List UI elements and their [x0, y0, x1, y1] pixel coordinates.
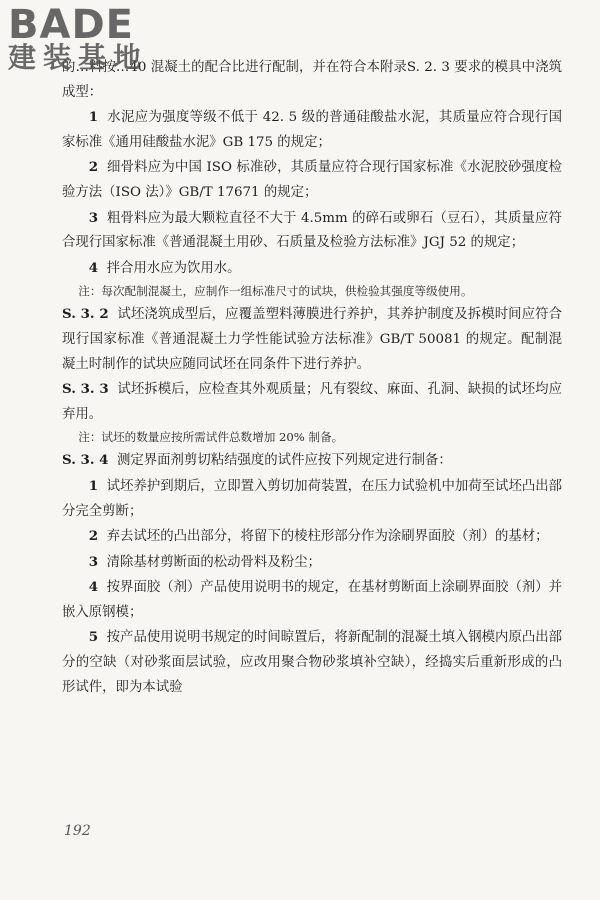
list-item-2: [62, 524, 562, 550]
list-item-1: [62, 474, 562, 524]
list-item-1: [62, 105, 562, 155]
list-item-text: 试坯养护到期后，立即置入剪切加荷装置，在压力试验机中加荷至试坯凸出部分完全剪断；: [62, 478, 563, 519]
list-item-4: [62, 575, 562, 625]
list-item-number: 1: [88, 477, 99, 494]
note: [62, 427, 562, 448]
clause-text: 测定界面剂剪切粘结强度的试件应按下列规定进行制备：: [117, 453, 452, 469]
list-item-3: [62, 206, 562, 256]
list-item-number: 4: [88, 259, 99, 276]
list-item-number: 1: [88, 109, 99, 126]
clause-text: 试坯拆模后，应检查其外观质量；凡有裂纹、麻面、孔洞、缺损的试坯均应弃用。: [62, 382, 562, 422]
list-item-text: 按产品使用说明书规定的时间晾置后，将新配制的混凝土填入钢模内原凸出部分的空缺（对砂浆面层试验，应改用聚合物砂浆填补空缺），经捣实后重新形成的凸形试件，即为本试验: [62, 630, 563, 695]
clause-s-3-3: [62, 377, 562, 427]
clause-number: S. 3. 2: [62, 306, 109, 323]
logo-chinese-text: 建装基地: [8, 41, 149, 74]
list-item-text: 按界面胶（剂）产品使用说明书的规定，在基材剪断面上涂刷界面胶（剂）并嵌入原钢模；: [62, 580, 563, 620]
note-text: 注：试坯的数量应按所需试件总数增加 20% 制备。: [78, 430, 344, 445]
list-item-text: 弃去试坯的凸出部分，将留下的棱柱形部分作为涂刷界面胶（剂）的基材；: [106, 529, 549, 545]
clause-s-3-4: [62, 448, 562, 474]
paragraph-text: 的…料按…40 混凝土的配合比进行配制，并在符合本附录S. 2. 3 要求的模具中浇筑成型：: [62, 60, 562, 100]
list-item-3: [62, 550, 562, 576]
list-item-number: 2: [88, 528, 99, 545]
note: [62, 281, 562, 302]
logo-latin-text: BADE: [8, 2, 134, 48]
watermark-logo: [8, 4, 168, 72]
list-item-number: 3: [88, 209, 99, 226]
list-item-text: 细骨料应为中国 ISO 标准砂，其质量应符合现行国家标准《水泥胶砂强度检验方法（ISO 法）》GB/T 17671 的规定；: [62, 160, 563, 200]
list-item-text: 水泥应为强度等级不低于 42. 5 级的普通硅酸盐水泥，其质量应符合现行国家标准《通用硅酸盐水泥》GB 175 的规定；: [62, 110, 562, 150]
list-item-number: 4: [88, 579, 99, 596]
list-item-number: 2: [88, 159, 99, 176]
clause-number: S. 3. 4: [62, 452, 109, 469]
note-text: 注：每次配制混凝土，应制作一组标准尺寸的试块，供检验其强度等级使用。: [78, 284, 473, 299]
clause-number: S. 3. 3: [62, 381, 109, 398]
list-item-number: 3: [88, 553, 99, 570]
list-item-number: 5: [88, 629, 99, 646]
list-item-text: 粗骨料应为最大颗粒直径不大于 4.5mm 的碎石或卵石（豆石），其质量应符合现行国家标准《普通混凝土用砂、石质量及检验方法标准》JGJ 52 的规定；: [62, 210, 562, 251]
list-item-5: [62, 625, 562, 700]
list-item-2: [62, 155, 562, 205]
clause-text: 试坯浇筑成型后，应覆盖塑料薄膜进行养护，其养护制度及拆模时间应符合现行国家标准《普通混凝土力学性能试验方法标准》GB/T 50081 的规定。配制混凝土时制作的试块应随同试坯在同条件下进行养护。: [62, 307, 562, 372]
page-body: [62, 56, 562, 700]
page-number: 192: [64, 823, 91, 839]
list-item-text: 清除基材剪断面的松动骨料及粉尘；: [106, 554, 321, 570]
list-item-text: 拌合用水应为饮用水。: [106, 260, 241, 276]
clause-s-3-2: [62, 302, 562, 377]
list-item-4: [62, 256, 562, 282]
